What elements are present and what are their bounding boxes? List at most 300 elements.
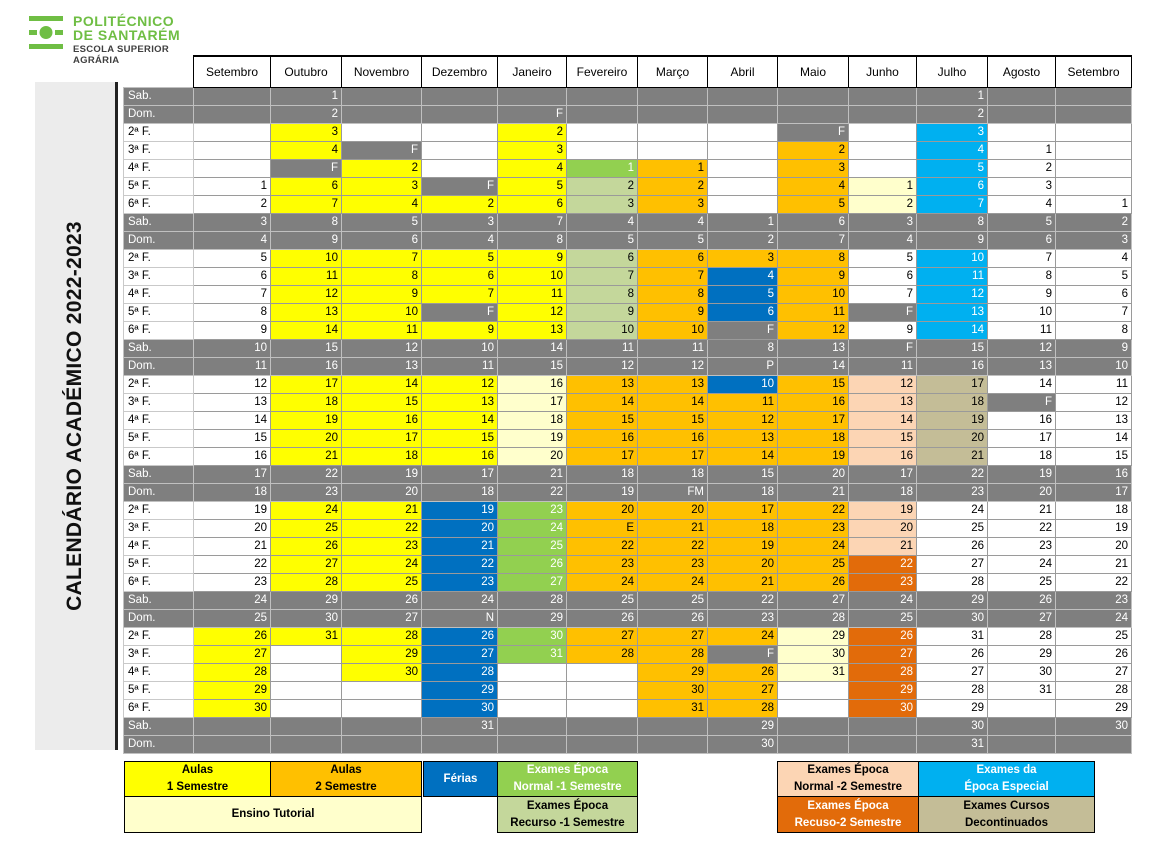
day-cell: 6 <box>849 268 917 286</box>
day-cell: 26 <box>342 592 422 610</box>
day-cell: 1 <box>271 88 342 106</box>
day-cell: 18 <box>271 394 342 412</box>
day-cell <box>849 736 917 754</box>
day-cell <box>498 700 567 718</box>
legend-exames-normal-1-semestre <box>497 761 638 797</box>
day-cell: 11 <box>778 304 849 322</box>
day-cell: 20 <box>498 448 567 466</box>
day-cell: 5 <box>778 196 849 214</box>
day-cell: 27 <box>988 610 1056 628</box>
day-cell: 9 <box>342 286 422 304</box>
day-cell: 11 <box>988 322 1056 340</box>
day-cell: 3 <box>422 214 498 232</box>
day-cell: 4 <box>849 232 917 250</box>
day-cell: 24 <box>849 592 917 610</box>
day-cell: 30 <box>988 664 1056 682</box>
day-cell: F <box>708 322 778 340</box>
day-cell: 28 <box>917 682 988 700</box>
day-cell: 7 <box>271 196 342 214</box>
day-cell: 29 <box>498 610 567 628</box>
day-cell: 27 <box>498 574 567 592</box>
day-cell: 6 <box>567 250 638 268</box>
legend-aulas-1-semestre <box>124 761 271 797</box>
day-cell: 19 <box>849 502 917 520</box>
day-cell: F <box>708 646 778 664</box>
calendar-row <box>124 286 1132 304</box>
legend-text: 2 Semestre <box>315 781 377 793</box>
day-cell: 25 <box>638 592 708 610</box>
day-cell: 28 <box>498 592 567 610</box>
logo-mark-icon <box>27 14 67 54</box>
day-cell: 29 <box>1056 700 1132 718</box>
day-cell: 17 <box>271 376 342 394</box>
day-cell: 8 <box>498 232 567 250</box>
day-cell: 29 <box>778 628 849 646</box>
day-cell: 28 <box>567 646 638 664</box>
day-cell <box>988 106 1056 124</box>
legend-text: Recuso-2 Semestre <box>794 816 902 829</box>
day-cell: 2 <box>849 196 917 214</box>
day-cell <box>638 106 708 124</box>
day-cell: 18 <box>849 484 917 502</box>
day-cell: 23 <box>917 484 988 502</box>
calendar-row <box>124 430 1132 448</box>
day-cell: 8 <box>917 214 988 232</box>
legend-text: Exames Cursos <box>963 799 1050 812</box>
day-cell: 10 <box>567 322 638 340</box>
day-cell: 29 <box>194 682 271 700</box>
day-cell: 5 <box>917 160 988 178</box>
legend-exames-epoca-especial <box>918 761 1095 797</box>
calendar-row <box>124 646 1132 664</box>
calendar-row <box>124 196 1132 214</box>
day-cell: 10 <box>778 286 849 304</box>
day-cell: 9 <box>917 232 988 250</box>
day-cell <box>194 718 271 736</box>
weekday-label: Sab. <box>124 214 194 232</box>
day-cell <box>708 142 778 160</box>
day-cell <box>1056 142 1132 160</box>
day-cell: 3 <box>498 142 567 160</box>
day-cell: 1 <box>1056 196 1132 214</box>
day-cell: 9 <box>638 304 708 322</box>
day-cell: 18 <box>1056 502 1132 520</box>
day-cell: 10 <box>194 340 271 358</box>
day-cell: 6 <box>498 196 567 214</box>
day-cell <box>778 106 849 124</box>
weekday-label: Dom. <box>124 358 194 376</box>
day-cell: 27 <box>778 592 849 610</box>
day-cell: 11 <box>1056 376 1132 394</box>
weekday-label: 2ª F. <box>124 502 194 520</box>
day-cell: 4 <box>498 160 567 178</box>
day-cell: 13 <box>422 394 498 412</box>
day-cell: 21 <box>498 466 567 484</box>
weekday-label: 2ª F. <box>124 628 194 646</box>
day-cell <box>778 736 849 754</box>
weekday-label: 6ª F. <box>124 448 194 466</box>
day-cell: 20 <box>778 466 849 484</box>
day-cell: 15 <box>1056 448 1132 466</box>
day-cell: 24 <box>422 592 498 610</box>
day-cell: 27 <box>271 556 342 574</box>
day-cell: 30 <box>422 700 498 718</box>
day-cell: 3 <box>567 196 638 214</box>
day-cell <box>988 124 1056 142</box>
day-cell: 24 <box>638 574 708 592</box>
legend-text: Exames da <box>976 764 1037 776</box>
day-cell: 29 <box>638 664 708 682</box>
day-cell <box>708 160 778 178</box>
day-cell: 10 <box>708 376 778 394</box>
day-cell: 4 <box>638 214 708 232</box>
day-cell: 11 <box>498 286 567 304</box>
day-cell: 7 <box>422 286 498 304</box>
day-cell: 27 <box>342 610 422 628</box>
day-cell: 24 <box>194 592 271 610</box>
legend-exames-cursos-descontinuados <box>918 796 1095 833</box>
day-cell: 2 <box>567 178 638 196</box>
day-cell: 10 <box>917 250 988 268</box>
day-cell: 24 <box>988 556 1056 574</box>
day-cell: 18 <box>567 466 638 484</box>
day-cell: 10 <box>271 250 342 268</box>
legend-text: 1 Semestre <box>166 781 229 793</box>
day-cell: 7 <box>638 268 708 286</box>
day-cell: 21 <box>422 538 498 556</box>
day-cell <box>567 736 638 754</box>
day-cell: 15 <box>342 394 422 412</box>
day-cell <box>194 88 271 106</box>
calendar-row <box>124 124 1132 142</box>
day-cell: 16 <box>988 412 1056 430</box>
day-cell: 22 <box>1056 574 1132 592</box>
day-cell <box>498 736 567 754</box>
logo-text-line3: ESCOLA SUPERIOR <box>73 44 169 55</box>
day-cell: 6 <box>194 268 271 286</box>
calendar-row <box>124 250 1132 268</box>
day-cell: 23 <box>778 520 849 538</box>
day-cell: 21 <box>271 448 342 466</box>
day-cell <box>422 124 498 142</box>
day-cell: 21 <box>1056 556 1132 574</box>
day-cell: 16 <box>194 448 271 466</box>
day-cell: 30 <box>498 628 567 646</box>
day-cell: 28 <box>342 628 422 646</box>
day-cell <box>1056 124 1132 142</box>
weekday-label: 2ª F. <box>124 376 194 394</box>
legend-aulas-2-semestre <box>270 761 422 797</box>
day-cell: 25 <box>988 574 1056 592</box>
day-cell <box>342 736 422 754</box>
day-cell: 18 <box>422 484 498 502</box>
day-cell: 30 <box>194 700 271 718</box>
day-cell: 20 <box>271 430 342 448</box>
day-cell: 16 <box>849 448 917 466</box>
day-cell: 1 <box>988 142 1056 160</box>
day-cell <box>567 124 638 142</box>
day-cell <box>194 142 271 160</box>
calendar-row <box>124 520 1132 538</box>
day-cell <box>194 124 271 142</box>
calendar-row <box>124 142 1132 160</box>
day-cell: 9 <box>849 322 917 340</box>
day-cell: 25 <box>271 520 342 538</box>
day-cell: 6 <box>917 178 988 196</box>
legend-text: Recurso -1 Semestre <box>510 816 625 829</box>
day-cell: F <box>849 304 917 322</box>
day-cell <box>271 700 342 718</box>
day-cell <box>422 106 498 124</box>
day-cell: 16 <box>498 376 567 394</box>
legend-text: Aulas <box>330 764 362 776</box>
day-cell: 8 <box>638 286 708 304</box>
day-cell: 12 <box>988 340 1056 358</box>
day-cell: 18 <box>638 466 708 484</box>
day-cell: 15 <box>271 340 342 358</box>
weekday-label: 6ª F. <box>124 574 194 592</box>
day-cell: 11 <box>708 394 778 412</box>
day-cell: 5 <box>567 232 638 250</box>
day-cell: 4 <box>271 142 342 160</box>
day-cell: 31 <box>917 736 988 754</box>
day-cell <box>778 718 849 736</box>
day-cell: E <box>567 520 638 538</box>
weekday-label: 2ª F. <box>124 124 194 142</box>
day-cell <box>567 718 638 736</box>
day-cell: 7 <box>194 286 271 304</box>
day-cell <box>1056 178 1132 196</box>
day-cell: 10 <box>638 322 708 340</box>
day-cell: 18 <box>194 484 271 502</box>
day-cell: 5 <box>498 178 567 196</box>
day-cell <box>1056 160 1132 178</box>
day-cell: 2 <box>342 160 422 178</box>
day-cell: 4 <box>1056 250 1132 268</box>
day-cell <box>498 682 567 700</box>
calendar-row <box>124 574 1132 592</box>
day-cell: 23 <box>567 556 638 574</box>
day-cell: F <box>498 106 567 124</box>
day-cell: 9 <box>194 322 271 340</box>
day-cell: 24 <box>567 574 638 592</box>
day-cell: 4 <box>917 142 988 160</box>
day-cell: 27 <box>917 664 988 682</box>
day-cell: 9 <box>422 322 498 340</box>
day-cell: 16 <box>567 430 638 448</box>
calendar-row <box>124 178 1132 196</box>
day-cell <box>194 160 271 178</box>
day-cell: 2 <box>498 124 567 142</box>
day-cell: 6 <box>422 268 498 286</box>
day-cell: 23 <box>194 574 271 592</box>
logo-text-line1: POLITÉCNICO <box>73 13 175 29</box>
calendar-row <box>124 628 1132 646</box>
day-cell <box>988 718 1056 736</box>
legend-text: Exames Época <box>526 764 609 776</box>
day-cell <box>708 178 778 196</box>
day-cell: 30 <box>917 718 988 736</box>
weekday-label: 5ª F. <box>124 556 194 574</box>
day-cell: 21 <box>638 520 708 538</box>
calendar-row <box>124 592 1132 610</box>
day-cell: 30 <box>778 646 849 664</box>
day-cell: 6 <box>638 250 708 268</box>
day-cell: 26 <box>422 628 498 646</box>
day-cell: 9 <box>567 304 638 322</box>
day-cell: 15 <box>194 430 271 448</box>
day-cell: 14 <box>1056 430 1132 448</box>
day-cell: 14 <box>422 412 498 430</box>
day-cell: 17 <box>498 394 567 412</box>
day-cell: 28 <box>422 664 498 682</box>
day-cell <box>567 700 638 718</box>
calendar-row <box>124 538 1132 556</box>
weekday-label: 5ª F. <box>124 304 194 322</box>
day-cell: 5 <box>422 250 498 268</box>
day-cell: 16 <box>917 358 988 376</box>
day-cell: 12 <box>917 286 988 304</box>
day-cell <box>778 700 849 718</box>
day-cell <box>708 106 778 124</box>
day-cell: 3 <box>917 124 988 142</box>
day-cell: 21 <box>708 574 778 592</box>
day-cell: 9 <box>1056 340 1132 358</box>
day-cell: 29 <box>342 646 422 664</box>
day-cell: 25 <box>342 574 422 592</box>
day-cell: 14 <box>849 412 917 430</box>
day-cell: 27 <box>849 646 917 664</box>
day-cell: N <box>422 610 498 628</box>
day-cell <box>638 718 708 736</box>
day-cell: 11 <box>849 358 917 376</box>
day-cell: 8 <box>342 268 422 286</box>
day-cell: 19 <box>567 484 638 502</box>
day-cell <box>271 646 342 664</box>
month-header: Novembro <box>342 56 422 88</box>
weekday-label: Sab. <box>124 718 194 736</box>
weekday-label: 3ª F. <box>124 394 194 412</box>
day-cell <box>778 88 849 106</box>
day-cell: 11 <box>917 268 988 286</box>
month-header: Maio <box>778 56 849 88</box>
weekday-label: Dom. <box>124 232 194 250</box>
day-cell: 19 <box>271 412 342 430</box>
day-cell: 25 <box>917 520 988 538</box>
day-cell: 6 <box>708 304 778 322</box>
day-cell: 28 <box>849 664 917 682</box>
day-cell: 12 <box>271 286 342 304</box>
day-cell: 31 <box>271 628 342 646</box>
day-cell: 26 <box>638 610 708 628</box>
day-cell: 29 <box>422 682 498 700</box>
day-cell: 1 <box>849 178 917 196</box>
day-cell: 5 <box>194 250 271 268</box>
day-cell: 18 <box>498 412 567 430</box>
day-cell: 14 <box>567 394 638 412</box>
day-cell: 24 <box>917 502 988 520</box>
day-cell: 11 <box>567 340 638 358</box>
day-cell: 18 <box>988 448 1056 466</box>
day-cell: 13 <box>1056 412 1132 430</box>
day-cell: 17 <box>422 466 498 484</box>
day-cell: 3 <box>708 250 778 268</box>
day-cell: 28 <box>271 574 342 592</box>
day-cell: 21 <box>778 484 849 502</box>
day-cell: 15 <box>498 358 567 376</box>
legend-ensino-tutorial <box>124 796 422 833</box>
legend-text: Normal -2 Semestre <box>793 781 903 793</box>
weekday-label: Sab. <box>124 340 194 358</box>
weekday-label: Dom. <box>124 484 194 502</box>
day-cell: 19 <box>194 502 271 520</box>
day-cell: 20 <box>917 430 988 448</box>
day-cell: 5 <box>988 214 1056 232</box>
day-cell <box>708 124 778 142</box>
day-cell <box>849 124 917 142</box>
day-cell: 5 <box>1056 268 1132 286</box>
day-cell <box>638 88 708 106</box>
calendar-row <box>124 502 1132 520</box>
day-cell: 17 <box>194 466 271 484</box>
day-cell: 2 <box>778 142 849 160</box>
day-cell <box>849 88 917 106</box>
day-cell: F <box>342 142 422 160</box>
day-cell: 17 <box>988 430 1056 448</box>
day-cell: 30 <box>1056 718 1132 736</box>
day-cell: 22 <box>498 484 567 502</box>
legend-exames-recurso-1-semestre <box>497 796 638 833</box>
calendar-row <box>124 736 1132 754</box>
day-cell: 13 <box>917 304 988 322</box>
day-cell: 14 <box>342 376 422 394</box>
day-cell: 18 <box>778 430 849 448</box>
day-cell <box>1056 736 1132 754</box>
day-cell: 9 <box>271 232 342 250</box>
day-cell: 12 <box>1056 394 1132 412</box>
calendar-row <box>124 160 1132 178</box>
day-cell: 26 <box>917 646 988 664</box>
day-cell: 3 <box>849 214 917 232</box>
day-cell: 5 <box>638 232 708 250</box>
day-cell <box>422 160 498 178</box>
day-cell: F <box>422 178 498 196</box>
day-cell: 30 <box>638 682 708 700</box>
month-header: Março <box>638 56 708 88</box>
day-cell: 24 <box>498 520 567 538</box>
day-cell: 12 <box>194 376 271 394</box>
day-cell: 13 <box>638 376 708 394</box>
day-cell: 2 <box>988 160 1056 178</box>
day-cell <box>849 142 917 160</box>
day-cell: 20 <box>342 484 422 502</box>
day-cell: 26 <box>708 664 778 682</box>
day-cell: 23 <box>342 538 422 556</box>
day-cell: 22 <box>708 592 778 610</box>
day-cell: 25 <box>567 592 638 610</box>
day-cell: 6 <box>988 232 1056 250</box>
day-cell: 15 <box>849 430 917 448</box>
day-cell <box>422 88 498 106</box>
day-cell: 15 <box>422 430 498 448</box>
day-cell: 14 <box>708 448 778 466</box>
legend-text: Normal -1 Semestre <box>513 781 622 793</box>
day-cell: 7 <box>778 232 849 250</box>
day-cell: 18 <box>342 448 422 466</box>
day-cell: 13 <box>988 358 1056 376</box>
day-cell <box>567 682 638 700</box>
calendar-row <box>124 106 1132 124</box>
